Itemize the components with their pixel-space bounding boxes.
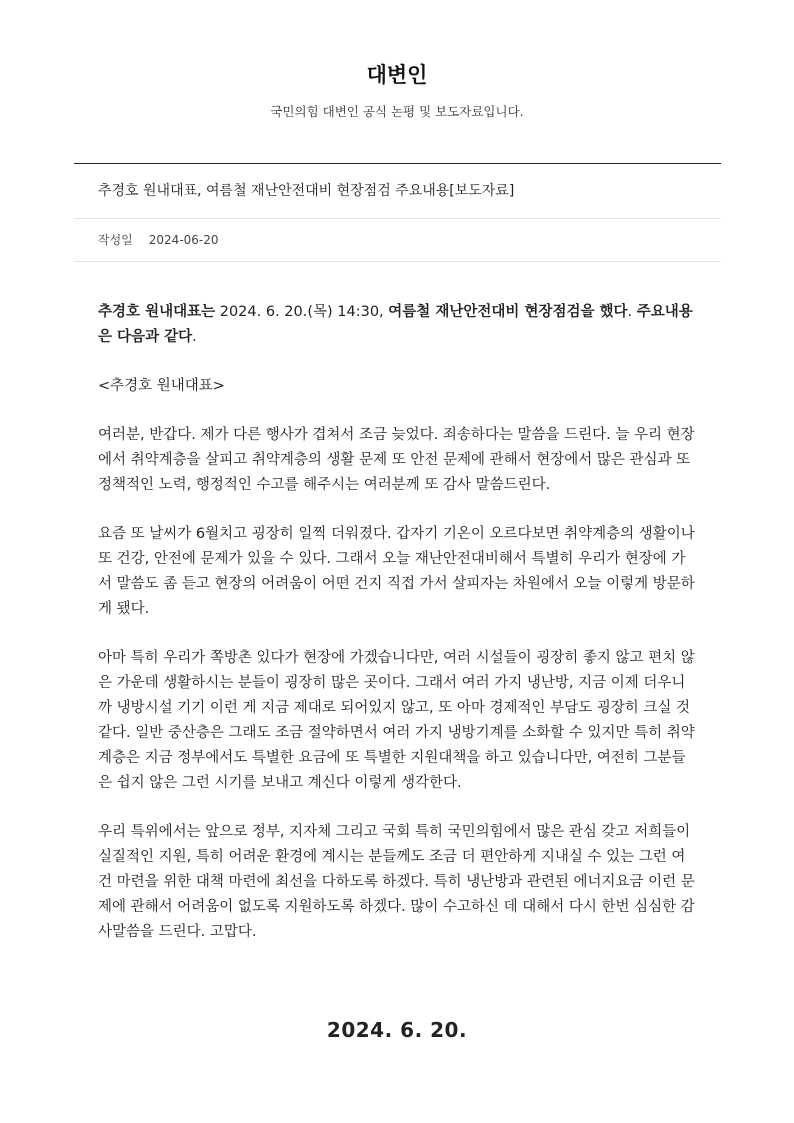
lead-paragraph	[98, 300, 698, 350]
footer-date: 2024. 6. 20.	[326, 1018, 468, 1042]
body-paragraph-1: 여러분, 반갑다. 제가 다른 행사가 겹쳐서 조금 늦었다. 죄송하다는 말씀을 드린다. 늘 우리 현장에서 취약계층을 살피고 취약계층의 생활 문제 또 안전 문제에 관해서 현장에서 많은 관심과 또 정책적인 노력, 행정적인 수고를 해주시는 여러분께 또 감사 말씀드린다.	[98, 427, 695, 493]
lead-bold-2: 여름철 재난안전대비 현장점검을 했다	[388, 304, 628, 320]
meta-label: 작성일	[98, 233, 133, 247]
body-paragraph-2: 요즘 또 날씨가 6월치고 굉장히 일찍 더워졌다. 갑자기 기온이 오르다보면 취약계층의 생활이나 또 건강, 안전에 문제가 있을 수 있다. 그래서 오늘 재난안전대비해서 특별히 우리가 현장에 가서 말씀도 좀 듣고 현장의 어려움이 어떤 건지 직접 가서 살피자는 차원에서 오늘 이렇게 방문하게 됐다.	[98, 526, 695, 617]
speaker-label: <추경호 원내대표>	[98, 378, 225, 394]
lead-normal-2: .	[627, 304, 637, 320]
lead-bold-3: 주요내용은 다음과 같다	[98, 304, 693, 345]
lead-normal-1: 2024. 6. 20.(목) 14:30,	[215, 304, 389, 320]
post-meta	[98, 231, 219, 249]
lead-normal-3: .	[192, 329, 197, 345]
body-paragraph-4: 우리 특위에서는 앞으로 정부, 지자체 그리고 국회 특히 국민의힘에서 많은 관심 갖고 저희들이 실질적인 지원, 특히 어려운 환경에 계시는 분들께도 조금 더 편안하게 지내실 수 있는 그런 여건 마련을 위한 대책 마련에 최선을 다하도록 하겠다. 특히 냉난방과 관련된 에너지요금 이런 문제에 관해서 어려움이 없도록 지원하도록 하겠다. 많이 수고하신 데 대해서 다시 한번 심심한 감사말씀을 드린다. 고맙다.	[98, 824, 695, 940]
meta-date: 2024-06-20	[148, 233, 219, 247]
body-paragraph-3: 아마 특히 우리가 쪽방촌 있다가 현장에 가겠습니다만, 여러 시설들이 굉장히 좋지 않고 편치 않은 가운데 생활하시는 분들이 굉장히 많은 곳이다. 그래서 여러 가지 냉난방, 지금 이제 더우니까 냉방시설 기기 이런 게 지금 제대로 되어있지 않고, 또 아마 경제적인 부담도 굉장히 크실 것 같다. 일반 중산층은 그래도 조금 절약하면서 여러 가지 냉방기계를 소화할 수 있지만 특히 취약계층은 지금 정부에서도 특별한 요금에 또 특별한 지원대책을 하고 있습니다만, 여전히 그분들은 쉽지 않은 그런 시기를 보내고 계신다 이렇게 생각한다.	[98, 650, 695, 791]
article-body	[98, 300, 698, 969]
site-title: 대변인	[366, 63, 428, 87]
meta-divider	[74, 261, 721, 262]
lead-bold-1: 추경호 원내대표는	[98, 304, 216, 320]
site-subtitle: 국민의힘 대변인 공식 논평 및 보도자료입니다.	[270, 104, 524, 119]
title-divider	[74, 218, 721, 219]
post-title: 추경호 원내대표, 여름철 재난안전대비 현장점검 주요내용[보도자료]	[98, 183, 515, 199]
header-divider	[74, 163, 721, 164]
